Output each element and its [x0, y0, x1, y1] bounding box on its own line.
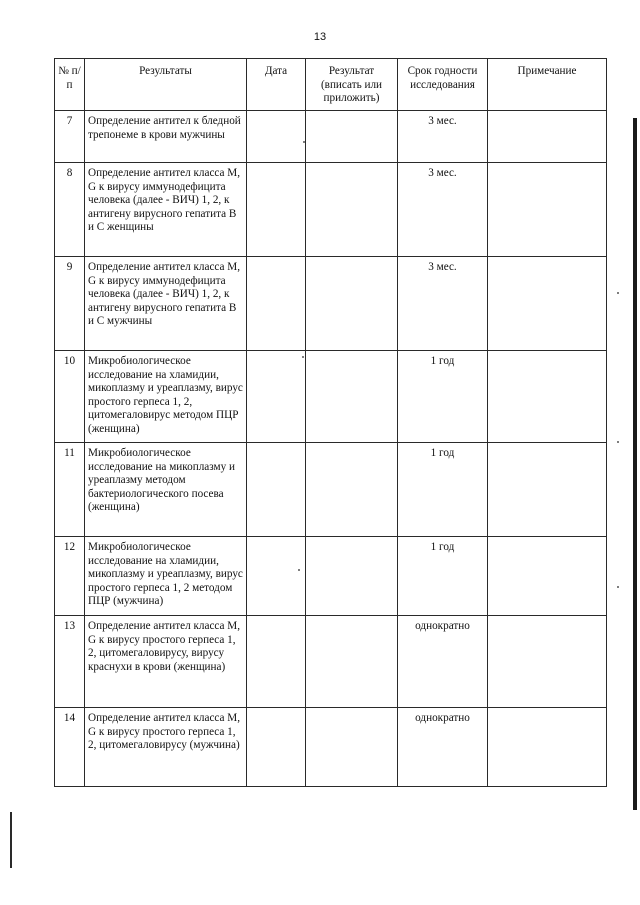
date-cell[interactable] [247, 163, 306, 257]
row-result: Определение антител класса M, G к вирусу иммунодефицита человека (далее - ВИЧ) 1, 2, к антигену вирусного гепатита B и C мужчины [85, 257, 247, 351]
table-row [55, 163, 607, 257]
date-cell[interactable] [247, 537, 306, 616]
row-validity: 3 мес. [398, 257, 488, 351]
date-cell[interactable] [247, 443, 306, 537]
result-entry-cell[interactable] [306, 708, 398, 787]
date-cell[interactable] [247, 708, 306, 787]
row-number: 10 [55, 351, 85, 443]
scan-edge-bar [633, 118, 637, 810]
results-table [54, 58, 607, 787]
scan-speck [303, 141, 305, 143]
result-entry-cell[interactable] [306, 257, 398, 351]
result-entry-cell[interactable] [306, 163, 398, 257]
header-result-entry: Результат (вписать или приложить) [306, 59, 398, 111]
table-row [55, 708, 607, 787]
table-header-row [55, 59, 607, 111]
row-result: Микробиологическое исследование на микоплазму и уреаплазму методом бактериологического посева (женщина) [85, 443, 247, 537]
table-row [55, 351, 607, 443]
table-row [55, 537, 607, 616]
row-result: Определение антител класса M, G к вирусу простого герпеса 1, 2, цитомегаловирусу (мужчина) [85, 708, 247, 787]
header-note: Примечание [488, 59, 607, 111]
scan-speck [617, 441, 619, 443]
row-validity: 1 год [398, 443, 488, 537]
row-number: 8 [55, 163, 85, 257]
row-result: Определение антител к бледной трепонеме в крови мужчины [85, 111, 247, 163]
note-cell[interactable] [488, 443, 607, 537]
page-number: 13 [313, 31, 327, 43]
header-date: Дата [247, 59, 306, 111]
result-entry-cell[interactable] [306, 351, 398, 443]
header-num: № п/п [55, 59, 85, 111]
scan-speck [298, 569, 300, 571]
row-validity: 1 год [398, 351, 488, 443]
row-number: 11 [55, 443, 85, 537]
row-validity: 3 мес. [398, 111, 488, 163]
row-number: 12 [55, 537, 85, 616]
result-entry-cell[interactable] [306, 616, 398, 708]
row-validity: однократно [398, 708, 488, 787]
table-row [55, 616, 607, 708]
scan-speck [302, 356, 304, 358]
date-cell[interactable] [247, 111, 306, 163]
table-row [55, 257, 607, 351]
date-cell[interactable] [247, 616, 306, 708]
note-cell[interactable] [488, 351, 607, 443]
table-row [55, 111, 607, 163]
note-cell[interactable] [488, 616, 607, 708]
date-cell[interactable] [247, 257, 306, 351]
row-validity: 3 мес. [398, 163, 488, 257]
header-validity: Срок годности исследования [398, 59, 488, 111]
note-cell[interactable] [488, 537, 607, 616]
row-result: Микробиологическое исследование на хламидии, микоплазму и уреаплазму, вирус простого герпеса 1, 2, цитомегаловирус методом ПЦР (женщина) [85, 351, 247, 443]
note-cell[interactable] [488, 111, 607, 163]
note-cell[interactable] [488, 163, 607, 257]
result-entry-cell[interactable] [306, 111, 398, 163]
row-number: 7 [55, 111, 85, 163]
scan-speck [617, 292, 619, 294]
result-entry-cell[interactable] [306, 443, 398, 537]
row-result: Микробиологическое исследование на хламидии, микоплазму и уреаплазму, вирус простого герпеса 1, 2 методом ПЦР (мужчина) [85, 537, 247, 616]
scan-edge-mark [10, 812, 12, 868]
row-result: Определение антител класса M, G к вирусу иммунодефицита человека (далее - ВИЧ) 1, 2, к антигену вирусного гепатита B и C женщины [85, 163, 247, 257]
row-number: 13 [55, 616, 85, 708]
row-validity: 1 год [398, 537, 488, 616]
scan-speck [617, 586, 619, 588]
table-row [55, 443, 607, 537]
row-result: Определение антител класса M, G к вирусу простого герпеса 1, 2, цитомегаловирусу, вирусу краснухи в крови (женщина) [85, 616, 247, 708]
row-number: 14 [55, 708, 85, 787]
header-results: Результаты [85, 59, 247, 111]
note-cell[interactable] [488, 708, 607, 787]
date-cell[interactable] [247, 351, 306, 443]
result-entry-cell[interactable] [306, 537, 398, 616]
row-validity: однократно [398, 616, 488, 708]
note-cell[interactable] [488, 257, 607, 351]
row-number: 9 [55, 257, 85, 351]
